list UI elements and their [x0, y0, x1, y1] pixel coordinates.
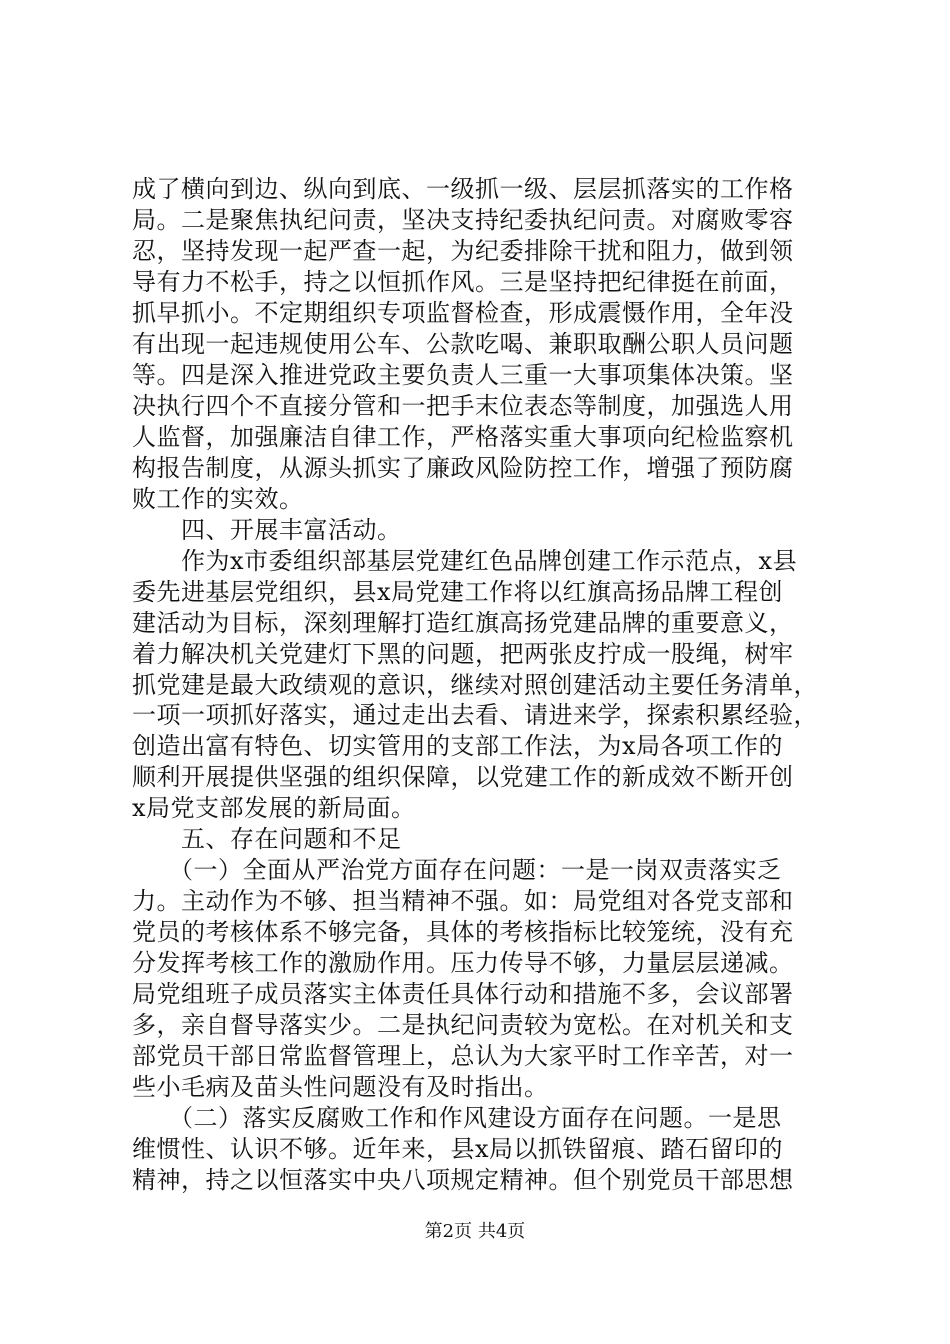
text-line: 部党员干部日常监督管理上，总认为大家平时工作辛苦，对一 [132, 1042, 794, 1071]
text-line: （二）落实反腐败工作和作风建设方面存在问题。一是思 [132, 1104, 782, 1133]
text-line: 抓早抓小。不定期组织专项监督检查，形成震慑作用，全年没 [132, 298, 794, 327]
text-line: 分发挥考核工作的激励作用。压力传导不够，力量层层递减。 [132, 949, 794, 978]
text-line: 创造出富有特色、切实管用的支部工作法，为x局各项工作的 [132, 732, 784, 761]
text-line: 局党组班子成员落实主体责任具体行动和措施不多，会议部署 [132, 980, 794, 1009]
section-heading: 四、开展丰富活动。 [132, 515, 402, 544]
text-line: 着力解决机关党建灯下黑的问题，把两张皮拧成一股绳，树牢 [132, 639, 794, 668]
text-line: 抓党建是最大政绩观的意识，继续对照创建活动主要任务清单， [132, 670, 818, 699]
text-line: 一项一项抓好落实，通过走出去看、请进来学，探索积累经验， [132, 701, 818, 730]
text-line: 力。主动作为不够、担当精神不强。如：局党组对各党支部和 [132, 887, 794, 916]
text-line: 等。四是深入推进党政主要负责人三重一大事项集体决策。坚 [132, 360, 794, 389]
text-line: 党员的考核体系不够完备，具体的考核指标比较笼统，没有充 [132, 918, 794, 947]
text-line: 建活动为目标，深刻理解打造红旗高扬党建品牌的重要意义， [132, 608, 794, 637]
text-line: （一）全面从严治党方面存在问题：一是一岗双责落实乏 [132, 856, 782, 885]
text-line: 局。二是聚焦执纪问责，坚决支持纪委执纪问责。对腐败零容 [132, 205, 794, 234]
text-line: 决执行四个不直接分管和一把手末位表态等制度，加强选人用 [132, 391, 794, 420]
text-line: 维惯性、认识不够。近年来，县x局以抓铁留痕、踏石留印的 [132, 1135, 784, 1164]
text-line: 委先进基层党组织，县x局党建工作将以红旗高扬品牌工程创 [132, 577, 784, 606]
text-line: 人监督，加强廉洁自律工作，严格落实重大事项向纪检监察机 [132, 422, 794, 451]
text-line: 多，亲自督导落实少。二是执纪问责较为宽松。在对机关和支 [132, 1011, 794, 1040]
page-number-footer: 第2页 共4页 [424, 1221, 526, 1242]
text-line: 顺利开展提供坚强的组织保障，以党建工作的新成效不断开创 [132, 763, 794, 792]
text-line: 导有力不松手，持之以恒抓作风。三是坚持把纪律挺在前面， [132, 267, 794, 296]
text-line: 些小毛病及苗头性问题没有及时指出。 [132, 1073, 549, 1102]
text-line: 作为x市委组织部基层党建红色品牌创建工作示范点，x县 [132, 546, 798, 575]
text-line: x局党支部发展的新局面。 [132, 794, 416, 823]
text-line: 有出现一起违规使用公车、公款吃喝、兼职取酬公职人员问题 [132, 329, 794, 358]
text-line: 败工作的实效。 [132, 484, 304, 513]
text-line: 精神，持之以恒落实中央八项规定精神。但个别党员干部思想 [132, 1166, 794, 1195]
text-line: 成了横向到边、纵向到底、一级抓一级、层层抓落实的工作格 [132, 175, 794, 203]
text-line: 构报告制度，从源头抓实了廉政风险防控工作，增强了预防腐 [132, 453, 794, 482]
text-line: 忍，坚持发现一起严查一起，为纪委排除干扰和阻力，做到领 [132, 236, 794, 265]
section-heading: 五、存在问题和不足 [132, 825, 402, 854]
